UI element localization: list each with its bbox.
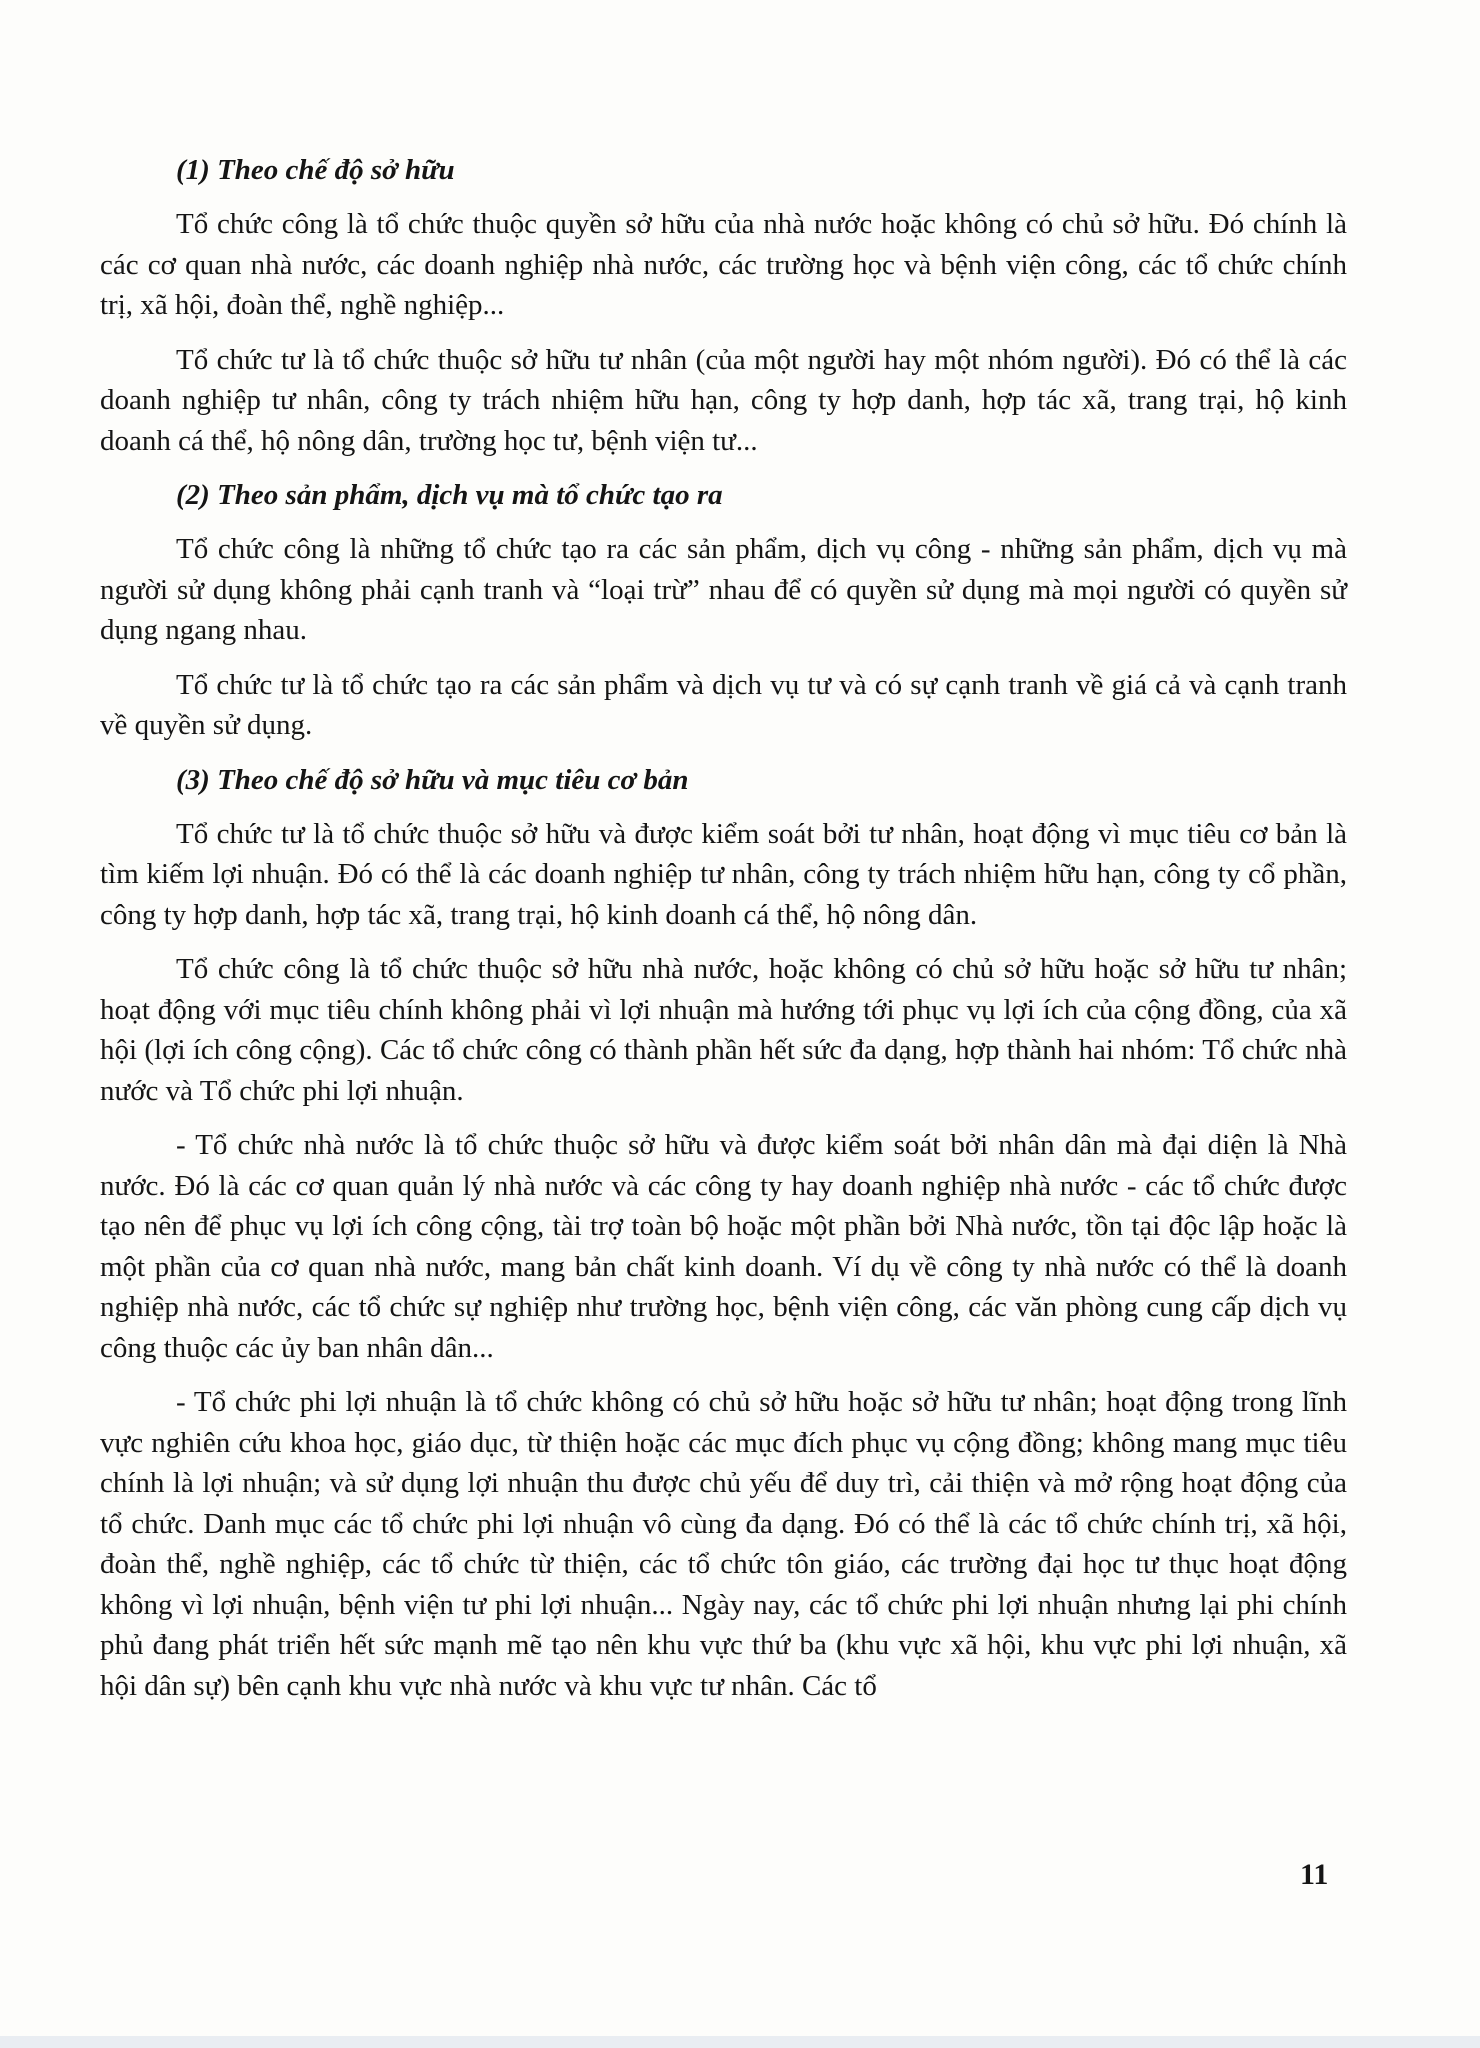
paragraph: Tổ chức tư là tổ chức tạo ra các sản phẩm và dịch vụ tư và có sự cạnh tranh về giá cả và cạnh tranh về quyền sử dụng.: [100, 668, 1347, 741]
paragraph: - Tổ chức phi lợi nhuận là tổ chức không có chủ sở hữu hoặc sở hữu tư nhân; hoạt động trong lĩnh vực nghiên cứu khoa học, giáo dục, từ thiện hoặc các mục đích phục vụ cộng đồng; không mang mục tiêu chính là lợi nhuận; và sử dụng lợi nhuận thu được chủ yếu để duy trì, cải thiện và mở rộng hoạt động của tổ chức. Danh mục các tổ chức phi lợi nhuận vô cùng đa dạng. Đó có thể là các tổ chức chính trị, xã hội, đoàn thể, nghề nghiệp, các tổ chức từ thiện, các tổ chức tôn giáo, các trường đại học tư thục hoạt động không vì lợi nhuận, bệnh viện tư phi lợi nhuận... Ngày nay, các tổ chức phi lợi nhuận nhưng lại phi chính phủ đang phát triển hết sức mạnh mẽ tạo nên khu vực thứ ba (khu vực xã hội, khu vực phi lợi nhuận, xã hội dân sự) bên cạnh khu vực nhà nước và khu vực tư nhân. Các tổ: [100, 1386, 1347, 1702]
section-heading-3: (3) Theo chế độ sở hữu và mục tiêu cơ bản: [176, 763, 689, 796]
section-heading-1: (1) Theo chế độ sở hữu: [176, 154, 455, 186]
paragraph: Tổ chức công là những tổ chức tạo ra các sản phẩm, dịch vụ công - những sản phẩm, dịch vụ mà người sử dụng không phải cạnh tranh và “loại trừ” nhau để có quyền sử dụng mà mọi người có quyền sử dụng ngang nhau.: [100, 533, 1347, 646]
paragraph: Tổ chức tư là tổ chức thuộc sở hữu tư nhân (của một người hay một nhóm người). Đó có thể là các doanh nghiệp tư nhân, công ty trách nhiệm hữu hạn, công ty hợp danh, hợp tác xã, trang trại, hộ kinh doanh cá thể, hộ nông dân, trường học tư, bệnh viện tư...: [100, 343, 1347, 457]
section-heading-2: (2) Theo sản phẩm, dịch vụ mà tổ chức tạo ra: [176, 479, 723, 511]
paragraph: Tổ chức tư là tổ chức thuộc sở hữu và được kiểm soát bởi tư nhân, hoạt động vì mục tiêu cơ bản là tìm kiếm lợi nhuận. Đó có thể là các doanh nghiệp tư nhân, công ty trách nhiệm hữu hạn, công ty cổ phần, công ty hợp danh, hợp tác xã, trang trại, hộ kinh doanh cá thể, hộ nông dân.: [100, 817, 1347, 931]
page-number: 11: [1300, 1858, 1329, 1891]
paragraph: - Tổ chức nhà nước là tổ chức thuộc sở hữu và được kiểm soát bởi nhân dân mà đại diện là Nhà nước. Đó là các cơ quan quản lý nhà nước và các công ty hay doanh nghiệp nhà nước - các tổ chức được tạo nên để phục vụ lợi ích công cộng, tài trợ toàn bộ hoặc một phần bởi Nhà nước, tồn tại độc lập hoặc là một phần của cơ quan nhà nước, mang bản chất kinh doanh. Ví dụ về công ty nhà nước có thể là doanh nghiệp nhà nước, các tổ chức sự nghiệp như trường học, bệnh viện công, các văn phòng cung cấp dịch vụ công thuộc các ủy ban nhân dân...: [100, 1129, 1347, 1364]
scan-edge: [0, 2036, 1480, 2048]
paragraph: Tổ chức công là tổ chức thuộc sở hữu nhà nước, hoặc không có chủ sở hữu hoặc sở hữu tư nhân; hoạt động với mục tiêu chính không phải vì lợi nhuận mà hướng tới phục vụ lợi ích của cộng đồng, của xã hội (lợi ích công cộng). Các tổ chức công có thành phần hết sức đa dạng, hợp thành hai nhóm: Tổ chức nhà nước và Tổ chức phi lợi nhuận.: [100, 953, 1347, 1107]
page-body: [100, 150, 1347, 1720]
paragraph: Tổ chức công là tổ chức thuộc quyền sở hữu của nhà nước hoặc không có chủ sở hữu. Đó chính là các cơ quan nhà nước, các doanh nghiệp nhà nước, các trường học và bệnh viện công, các tổ chức chính trị, xã hội, đoàn thể, nghề nghiệp...: [100, 208, 1347, 321]
